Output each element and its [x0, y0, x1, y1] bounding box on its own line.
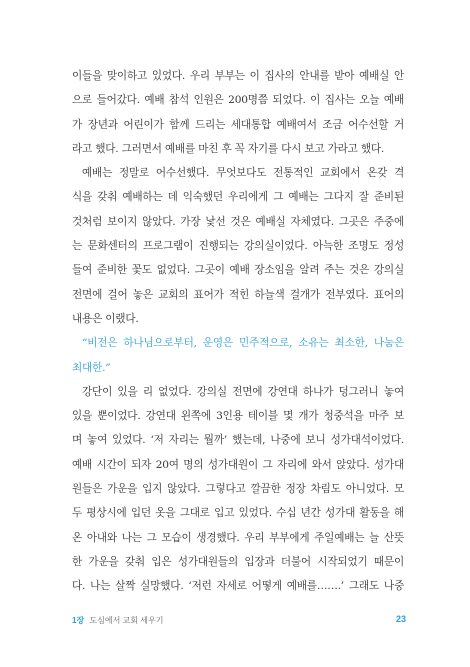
- text-line: 식을 갖춰 예배하는 데 익숙했던 우리에게 그 예배는 그다지 잘 준비된: [72, 191, 404, 204]
- text-line: 한 가운을 갖춰 입은 성가대원들의 입장과 더불어 시작되었기 때문이: [72, 555, 404, 568]
- page-footer: [72, 615, 406, 629]
- body-text: [72, 64, 404, 599]
- quote-line: “비전은 하나님으로부터, 운영은 민주적으로, 소유는 최소한, 나눔은: [82, 337, 404, 350]
- text-line: 며 놓여 있었다. ‘저 자리는 뭘까’ 했는데, 나중에 보니 성가대석이었다.: [72, 434, 404, 447]
- text-line: 전면에 걸어 놓은 교회의 표어가 적힌 하늘색 걸개가 전부였다. 표어의: [72, 288, 404, 301]
- text-line: 것처럼 보이지 않았다. 가장 낯선 것은 예배실 자체였다. 그곳은 주중에: [72, 215, 404, 228]
- text-line: 온 아내와 나는 그 모습이 생경했다. 우리 부부에게 주일예배는 늘 산뜻: [72, 531, 404, 544]
- text-line: 다. 나는 살짝 실망했다. ‘저런 자세로 어떻게 예배를…….’ 그래도 나중: [72, 580, 404, 593]
- text-line: 있을 뿐이었다. 강연대 왼쪽에 3인용 테이블 몇 개가 청중석을 마주 보: [72, 410, 404, 423]
- text-line: 이들을 맞이하고 있었다. 우리 부부는 이 집사의 안내를 받아 예배실 안: [72, 70, 404, 82]
- text-line: 두 평상시에 입던 옷을 그대로 입고 있었다. 수십 년간 성가대 활동을 해: [72, 507, 404, 520]
- text-line: 예배는 정말로 어수선했다. 무엇보다도 전통적인 교회에서 온갖 격: [82, 167, 404, 180]
- text-line: 는 문화센터의 프로그램이 진행되는 강의실이었다. 아늑한 조명도 정성: [72, 240, 404, 253]
- page-number: 23: [395, 614, 406, 624]
- chapter-title: 도심에서 교회 세우기: [89, 616, 164, 625]
- text-line: 내용은 이랬다.: [72, 312, 139, 325]
- chapter-number: 1장: [72, 616, 85, 625]
- text-line: 가 장년과 어린이가 함께 드리는 세대통합 예배여서 조금 어수선할 거: [72, 118, 404, 131]
- text-line: 으로 들어갔다. 예배 참석 인원은 200명쯤 되었다. 이 집사는 오늘 예배: [72, 94, 404, 107]
- text-line: 라고 했다. 그러면서 예배를 마친 후 꼭 자기를 다시 보고 가라고 했다.: [72, 142, 385, 155]
- text-line: 강단이 있을 리 없었다. 강의실 전면에 강연대 하나가 덩그러니 놓여: [82, 385, 404, 398]
- quote-line: 최대한.”: [72, 361, 111, 374]
- text-line: 예배 시간이 되자 20여 명의 성가대원이 그 자리에 와서 앉았다. 성가대: [72, 458, 404, 471]
- text-line: 원들은 가운을 입지 않았다. 그렇다고 깔끔한 정장 차림도 아니었다. 모: [72, 483, 404, 496]
- text-line: 들여 준비한 꽃도 없었다. 그곳이 예배 장소임을 알려 주는 것은 강의실: [72, 264, 404, 277]
